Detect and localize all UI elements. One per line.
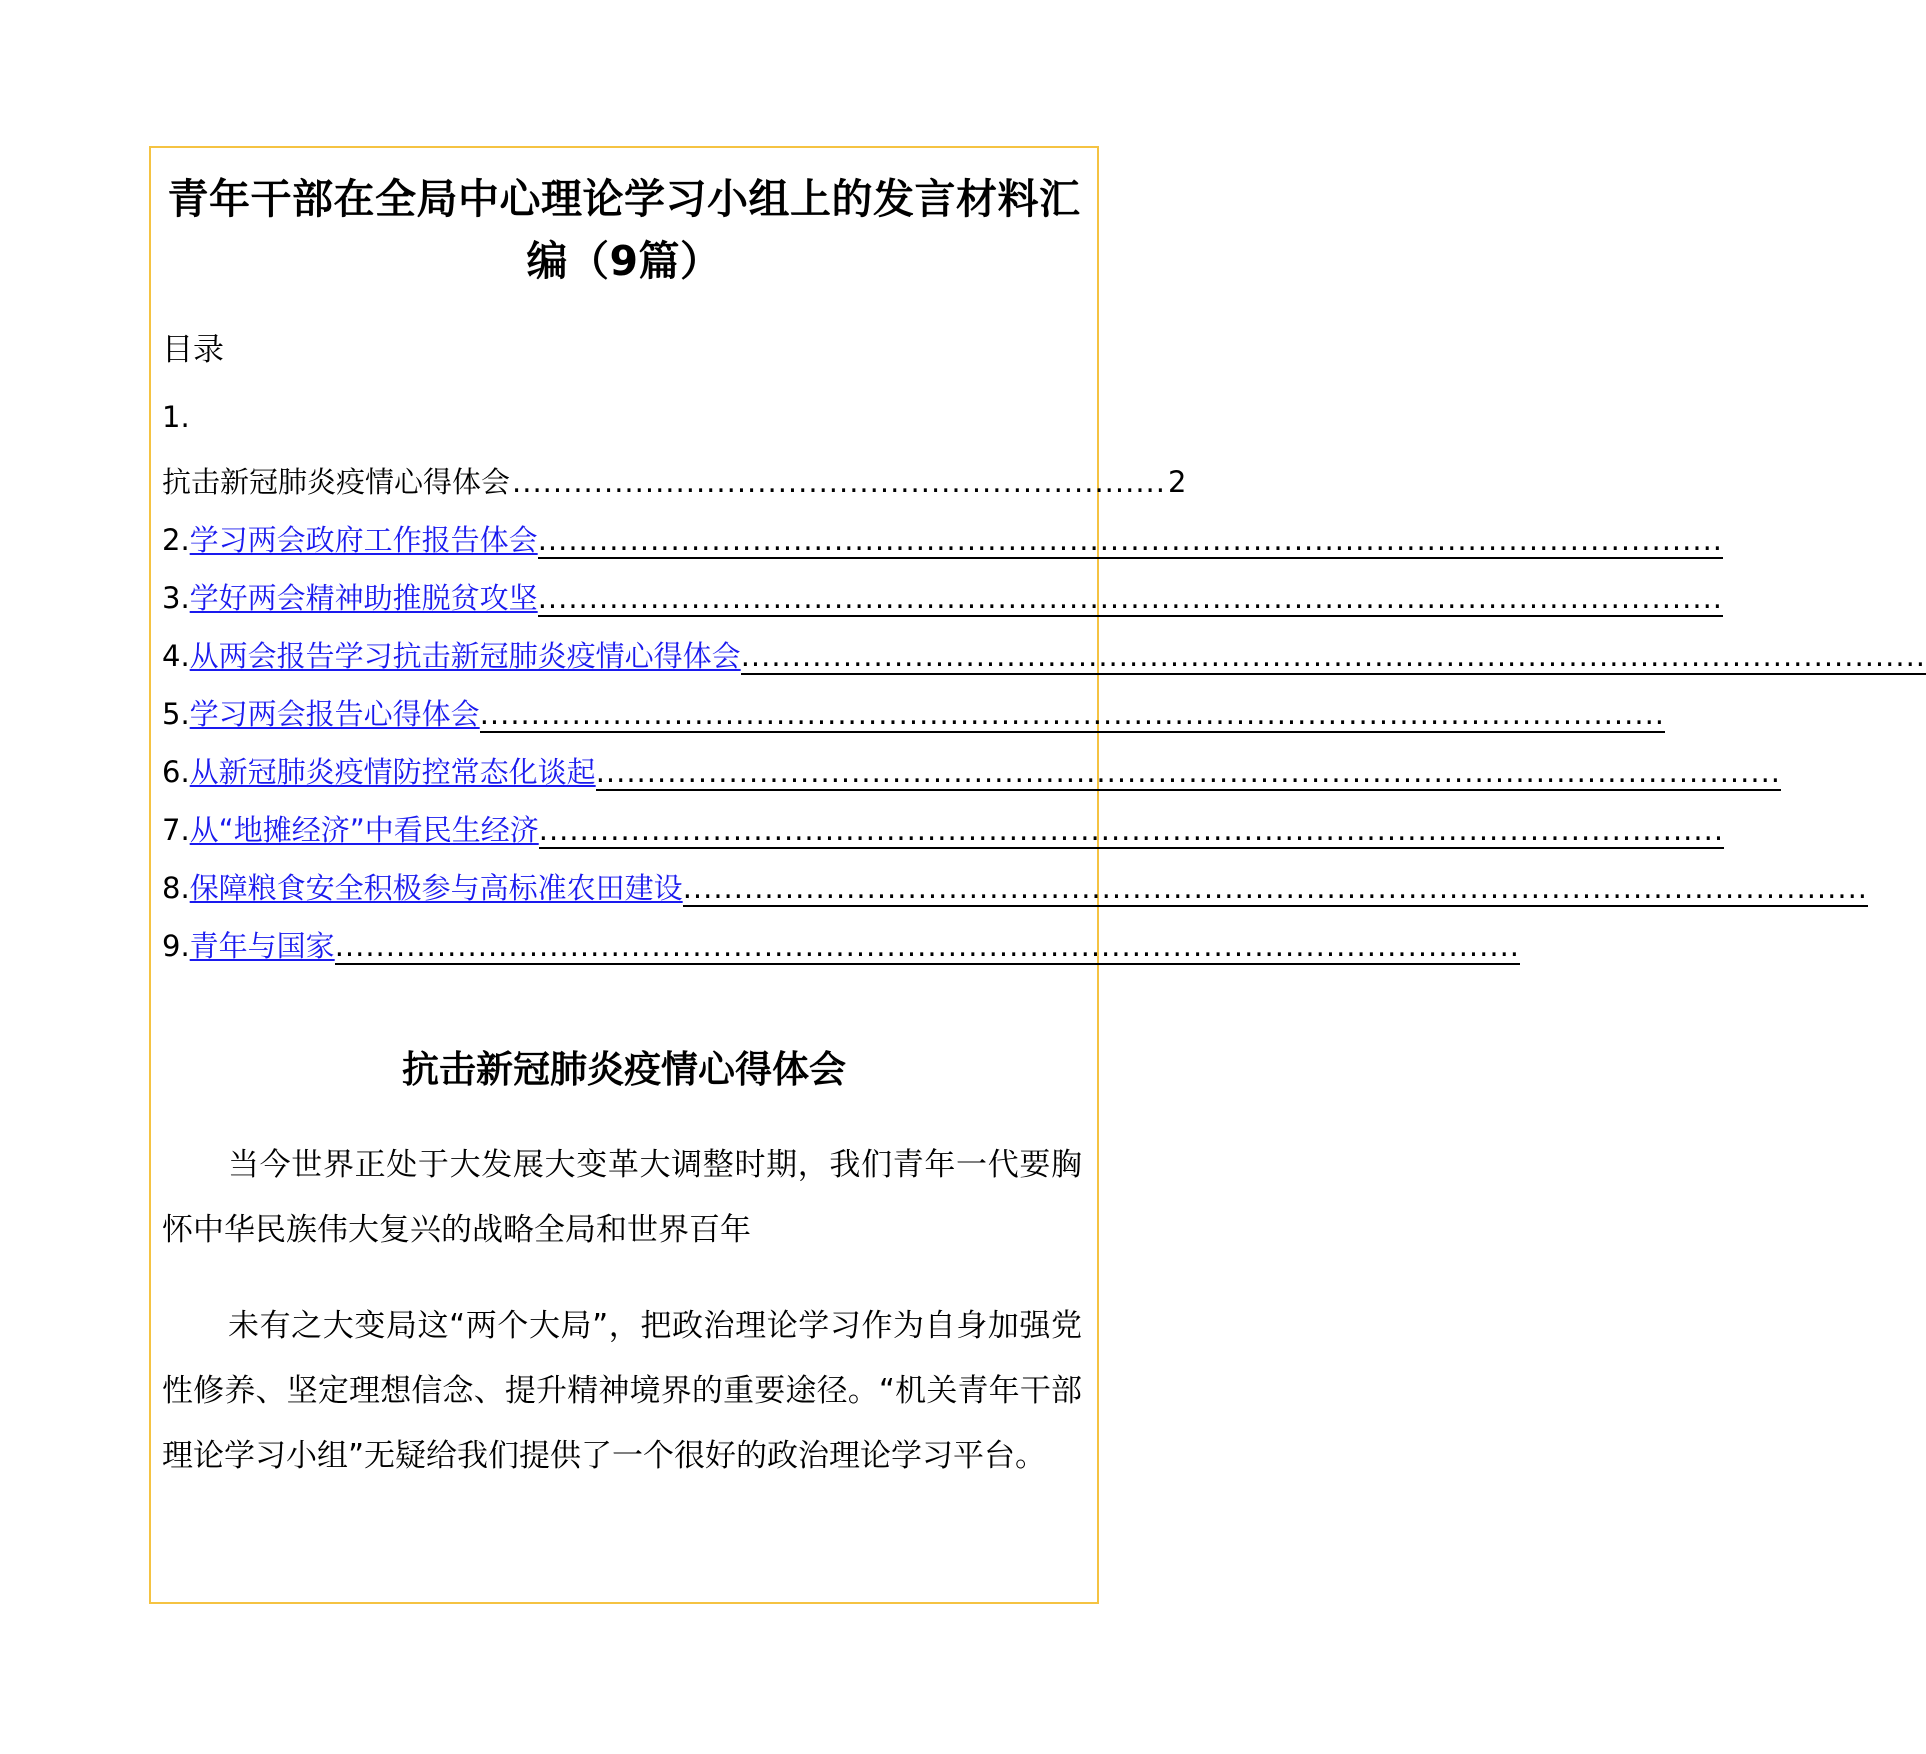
toc-item-7 [162,810,1725,850]
toc-item-leader: .................................................................................................................... [682,871,1869,905]
toc-item-link[interactable]: 学习两会报告心得体会 [189,697,480,731]
body-paragraph-1: 当今世界正处于大发展大变革大调整时期，我们青年一代要胸怀中华民族伟大复兴的战略全局和世界百年 [162,1147,1082,1248]
toc-item-leader: .................................................................................................................... [595,755,1782,789]
toc-item-leader: .................................................................................................................... [538,813,1725,847]
toc-item-leader: .................................................................................................................... [334,929,1521,963]
toc-item-leader: .................................................................................................................... [740,639,1926,673]
toc-item-number: 3. [162,581,190,615]
toc-item-1 [162,462,1187,502]
toc-item-5 [162,694,1666,734]
toc-item-1-text: 抗击新冠肺炎疫情心得体会 [162,465,511,499]
toc-item-1-number: 1. [162,400,190,434]
toc-item-2 [162,520,1724,560]
toc-item-3 [162,578,1724,618]
toc-item-1-leader: ................................................................ [512,465,1166,499]
toc-item-link[interactable]: 从新冠肺炎疫情防控常态化谈起 [189,755,596,789]
toc-item-number: 2. [162,523,190,557]
toc-item-link[interactable]: 从“地摊经济”中看民生经济 [189,813,539,847]
toc-item-link[interactable]: 学习两会政府工作报告体会 [189,523,538,557]
toc-item-8 [162,868,1869,908]
toc-item-6 [162,752,1782,792]
toc-item-number: 8. [162,871,190,905]
toc-item-9 [162,926,1521,966]
toc-item-number: 4. [162,639,190,673]
toc-item-link[interactable]: 从两会报告学习抗击新冠肺炎疫情心得体会 [189,639,741,673]
document-title: 青年干部在全局中心理论学习小组上的发言材料汇编（9篇） [167,175,1081,285]
toc-item-leader: .................................................................................................................... [537,523,1724,557]
section-title: 抗击新冠肺炎疫情心得体会 [402,1048,846,1091]
toc-item-link[interactable]: 青年与国家 [189,929,335,963]
toc-item-link[interactable]: 学好两会精神助推脱贫攻坚 [189,581,538,615]
toc-item-4 [162,636,1926,676]
toc-item-leader: .................................................................................................................... [537,581,1724,615]
toc-item-number: 7. [162,813,190,847]
toc-heading: 目录 [162,332,224,368]
toc-item-link[interactable]: 保障粮食安全积极参与高标准农田建设 [189,871,683,905]
toc-item-leader: .................................................................................................................... [479,697,1666,731]
toc-item-number: 6. [162,755,190,789]
toc-item-number: 5. [162,697,190,731]
body-paragraph-2: 未有之大变局这“两个大局”，把政治理论学习作为自身加强党性修养、坚定理想信念、提升精神境界的重要途径。“机关青年干部理论学习小组”无疑给我们提供了一个很好的政治理论学习平台。 [162,1308,1082,1474]
toc-item-number: 9. [162,929,190,963]
toc-item-1-page: 2 [1167,465,1187,499]
